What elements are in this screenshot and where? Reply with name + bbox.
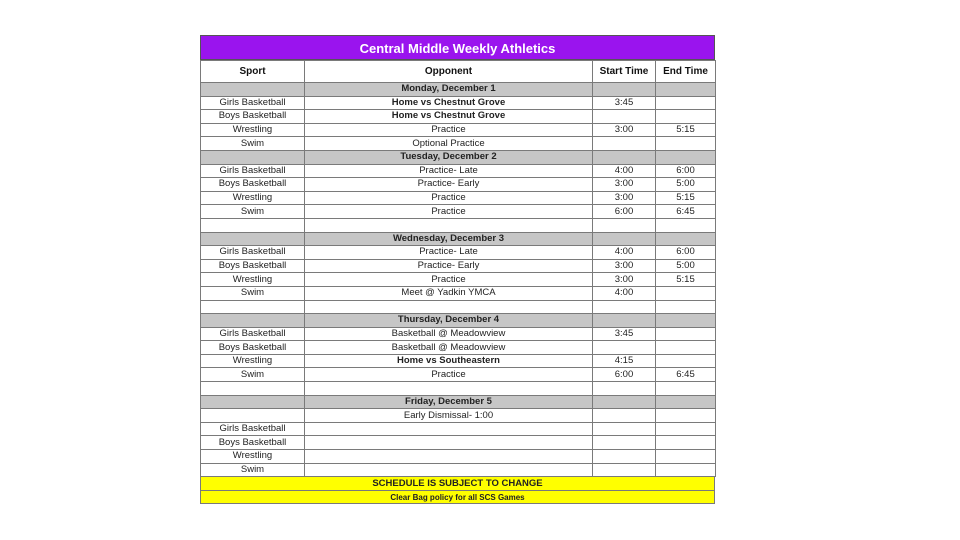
schedule-row [201,96,716,110]
sport-cell: Wrestling [201,450,305,464]
sport-cell: Swim [201,368,305,382]
end-time-cell: 5:15 [656,273,716,287]
header-start-time: Start Time [593,61,656,83]
opponent-cell: Basketball @ Meadowview [305,341,593,355]
schedule-row [201,191,716,205]
sport-cell: Swim [201,137,305,151]
opponent-cell [305,436,593,450]
end-time-cell [656,286,716,300]
opponent-cell: Home vs Chestnut Grove [305,110,593,124]
schedule-row [201,409,716,423]
schedule-table [200,60,716,477]
start-time-cell: 3:00 [593,273,656,287]
opponent-cell [305,422,593,436]
end-time-cell [656,96,716,110]
end-time-cell [656,436,716,450]
end-time-cell: 6:00 [656,164,716,178]
opponent-cell [305,450,593,464]
sport-cell: Girls Basketball [201,422,305,436]
end-time-cell: 5:15 [656,123,716,137]
schedule-title: Central Middle Weekly Athletics [200,35,715,60]
sport-cell: Girls Basketball [201,327,305,341]
header-row [201,61,716,83]
opponent-cell: Practice- Early [305,259,593,273]
schedule-row [201,422,716,436]
day-spacer-cell [201,150,305,164]
end-time-cell [656,409,716,423]
header-end-time: End Time [656,61,716,83]
sport-cell [201,218,305,232]
day-label: Thursday, December 4 [305,314,593,328]
sport-cell [201,409,305,423]
sport-cell: Boys Basketball [201,259,305,273]
end-time-cell [656,450,716,464]
end-time-cell: 6:00 [656,246,716,260]
opponent-cell: Early Dismissal- 1:00 [305,409,593,423]
schedule-body [201,83,716,477]
sport-cell: Swim [201,286,305,300]
start-time-cell: 4:00 [593,246,656,260]
sport-cell [201,300,305,314]
schedule-row [201,463,716,477]
day-label: Friday, December 5 [305,395,593,409]
opponent-cell: Basketball @ Meadowview [305,327,593,341]
schedule-row [201,450,716,464]
header-opponent: Opponent [305,61,593,83]
day-spacer-cell [656,314,716,328]
start-time-cell [593,218,656,232]
start-time-cell [593,300,656,314]
end-time-cell: 6:45 [656,368,716,382]
schedule-row [201,218,716,232]
opponent-cell: Practice- Late [305,164,593,178]
schedule-row [201,178,716,192]
opponent-cell: Practice [305,123,593,137]
sport-cell [201,382,305,396]
end-time-cell [656,110,716,124]
day-spacer-cell [593,395,656,409]
start-time-cell: 6:00 [593,368,656,382]
day-spacer-cell [593,83,656,97]
start-time-cell: 3:00 [593,259,656,273]
opponent-cell: Practice [305,205,593,219]
start-time-cell: 4:00 [593,286,656,300]
schedule-row [201,341,716,355]
start-time-cell: 3:00 [593,123,656,137]
sport-cell: Wrestling [201,191,305,205]
schedule-row [201,300,716,314]
sport-cell: Girls Basketball [201,96,305,110]
day-spacer-cell [656,395,716,409]
end-time-cell: 5:15 [656,191,716,205]
day-spacer-cell [656,150,716,164]
start-time-cell: 3:00 [593,191,656,205]
sport-cell: Wrestling [201,354,305,368]
clear-bag-notice: Clear Bag policy for all SCS Games [200,491,715,504]
start-time-cell [593,450,656,464]
schedule-row [201,286,716,300]
day-label: Tuesday, December 2 [305,150,593,164]
start-time-cell [593,382,656,396]
end-time-cell: 5:00 [656,178,716,192]
start-time-cell: 3:45 [593,327,656,341]
opponent-cell: Home vs Chestnut Grove [305,96,593,110]
start-time-cell: 4:15 [593,354,656,368]
schedule-row [201,273,716,287]
opponent-cell: Home vs Southeastern [305,354,593,368]
day-spacer-cell [593,150,656,164]
athletics-schedule-sheet [200,35,715,504]
end-time-cell [656,354,716,368]
sport-cell: Girls Basketball [201,246,305,260]
day-header-row [201,395,716,409]
sport-cell: Swim [201,463,305,477]
start-time-cell: 3:00 [593,178,656,192]
opponent-cell [305,463,593,477]
schedule-row [201,354,716,368]
end-time-cell [656,382,716,396]
start-time-cell [593,463,656,477]
sport-cell: Boys Basketball [201,341,305,355]
opponent-cell: Practice [305,273,593,287]
end-time-cell [656,463,716,477]
start-time-cell: 4:00 [593,164,656,178]
day-header-row [201,83,716,97]
start-time-cell: 6:00 [593,205,656,219]
end-time-cell [656,300,716,314]
day-spacer-cell [593,314,656,328]
sport-cell: Swim [201,205,305,219]
start-time-cell [593,436,656,450]
schedule-row [201,137,716,151]
schedule-row [201,110,716,124]
sport-cell: Boys Basketball [201,110,305,124]
opponent-cell: Meet @ Yadkin YMCA [305,286,593,300]
opponent-cell: Practice [305,368,593,382]
opponent-cell: Practice- Late [305,246,593,260]
day-header-row [201,232,716,246]
opponent-cell: Practice- Early [305,178,593,192]
schedule-row [201,123,716,137]
day-label: Monday, December 1 [305,83,593,97]
opponent-cell [305,382,593,396]
schedule-row [201,205,716,219]
day-spacer-cell [656,232,716,246]
start-time-cell [593,341,656,355]
start-time-cell [593,137,656,151]
start-time-cell [593,110,656,124]
schedule-row [201,327,716,341]
day-spacer-cell [201,232,305,246]
day-spacer-cell [201,83,305,97]
header-sport: Sport [201,61,305,83]
day-spacer-cell [201,395,305,409]
end-time-cell [656,422,716,436]
end-time-cell [656,137,716,151]
day-label: Wednesday, December 3 [305,232,593,246]
end-time-cell [656,341,716,355]
opponent-cell: Optional Practice [305,137,593,151]
schedule-row [201,246,716,260]
end-time-cell: 5:00 [656,259,716,273]
sport-cell: Boys Basketball [201,178,305,192]
sport-cell: Boys Basketball [201,436,305,450]
sport-cell: Wrestling [201,273,305,287]
end-time-cell: 6:45 [656,205,716,219]
day-spacer-cell [656,83,716,97]
start-time-cell: 3:45 [593,96,656,110]
opponent-cell [305,218,593,232]
opponent-cell: Practice [305,191,593,205]
day-spacer-cell [201,314,305,328]
schedule-row [201,164,716,178]
sport-cell: Wrestling [201,123,305,137]
start-time-cell [593,422,656,436]
end-time-cell [656,218,716,232]
schedule-row [201,259,716,273]
schedule-change-notice: SCHEDULE IS SUBJECT TO CHANGE [200,477,715,491]
sport-cell: Girls Basketball [201,164,305,178]
day-header-row [201,150,716,164]
opponent-cell [305,300,593,314]
start-time-cell [593,409,656,423]
day-header-row [201,314,716,328]
schedule-row [201,436,716,450]
schedule-row [201,382,716,396]
schedule-row [201,368,716,382]
day-spacer-cell [593,232,656,246]
end-time-cell [656,327,716,341]
